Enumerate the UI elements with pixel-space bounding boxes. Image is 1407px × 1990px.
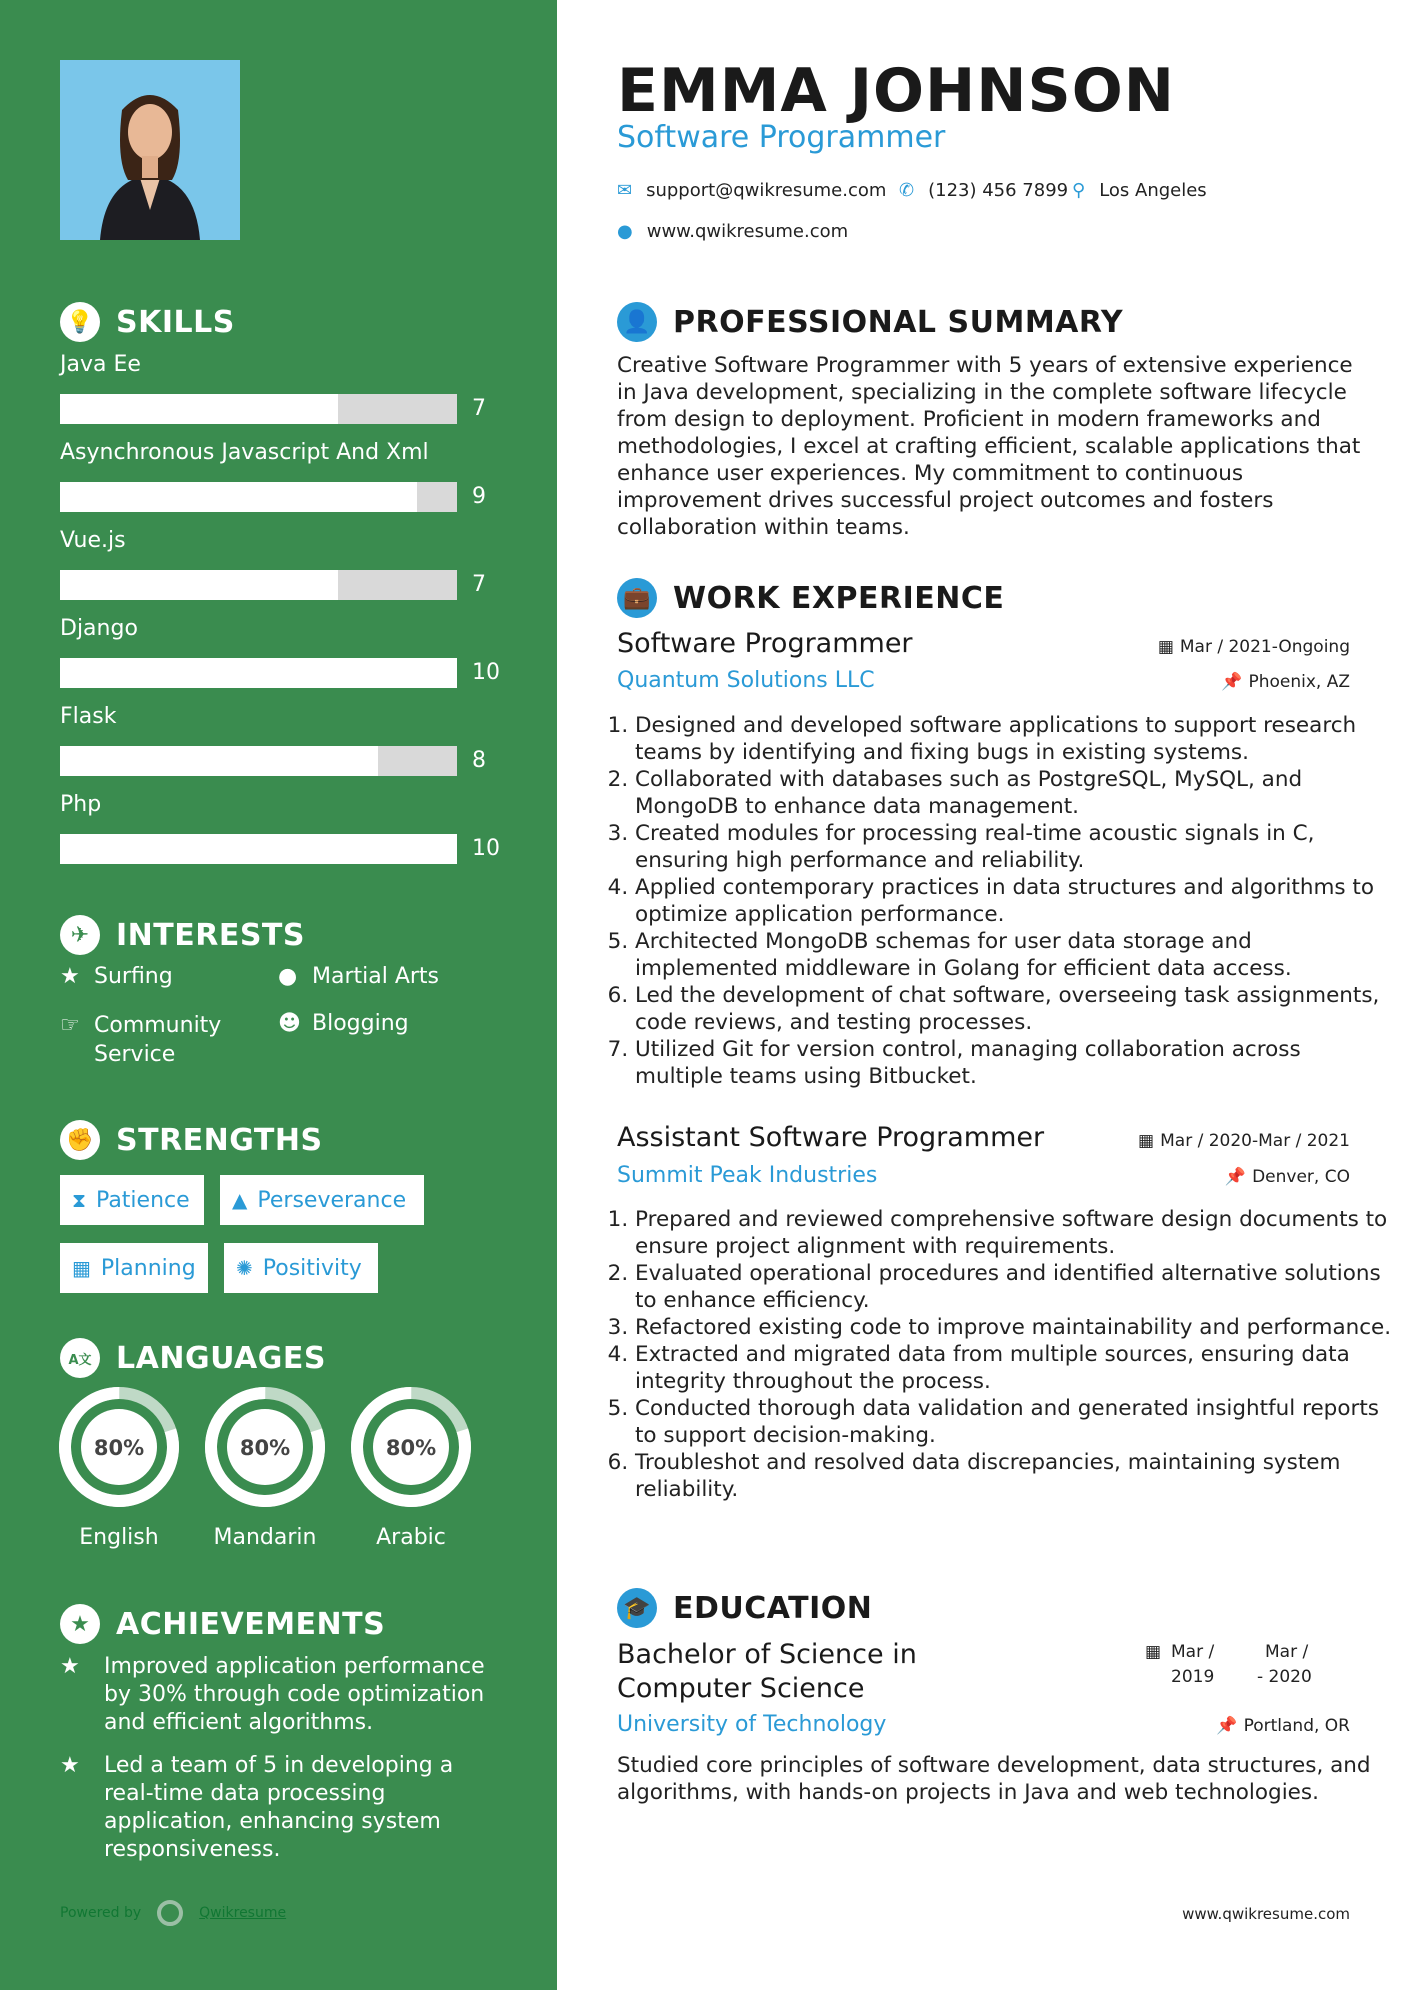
job-dates: ▦ Mar / 2021-Ongoing <box>1157 637 1350 657</box>
skill-item <box>60 440 500 512</box>
skill-name: Php <box>60 792 102 817</box>
language-ring <box>57 1385 181 1509</box>
duty-item: 2. Collaborated with databases such as PostgreSQL, MySQL, and MongoDB to enhance data management. <box>635 766 1395 820</box>
duty-item: 2. Evaluated operational procedures and identified alternative solutions to enhance efficiency. <box>635 1260 1395 1314</box>
skill-level: 7 <box>472 572 486 597</box>
language-item <box>349 1385 473 1550</box>
skill-level: 10 <box>472 660 500 685</box>
lightbulb-icon: 💡 <box>60 302 100 342</box>
skill-name: Vue.js <box>60 528 126 553</box>
language-item <box>57 1385 181 1550</box>
skill-fill <box>60 394 338 424</box>
interest-item: ★ Surfing <box>60 964 173 989</box>
skill-fill <box>60 834 457 864</box>
calendar-icon: ▦ <box>1157 637 1174 657</box>
skills-heading: 💡 SKILLS <box>60 302 235 342</box>
education-start: Mar / 2019 <box>1171 1642 1215 1687</box>
skill-item <box>60 528 500 600</box>
sun-icon: ✺ <box>236 1256 253 1280</box>
job-dates: ▦ Mar / 2020-Mar / 2021 <box>1138 1131 1350 1151</box>
strength-chip: ▦ Planning <box>60 1243 208 1293</box>
job-duties <box>617 712 1395 1090</box>
user-icon: 👤 <box>617 302 657 342</box>
achievements-heading: ★ ACHIEVEMENTS <box>60 1604 385 1644</box>
map-pin-icon: ⚲ <box>1072 180 1086 201</box>
duty-item: 5. Conducted thorough data validation and generated insightful reports to support decision-making. <box>635 1395 1395 1449</box>
skill-level: 9 <box>472 484 486 509</box>
calendar-icon: ▦ <box>1138 1131 1155 1151</box>
job-duties <box>617 1206 1395 1503</box>
strengths-heading: ✊ STRENGTHS <box>60 1120 323 1160</box>
skill-name: Java Ee <box>60 352 141 377</box>
duty-item: 1. Designed and developed software applications to support research teams by identifying and fixing bugs in existing systems. <box>635 712 1395 766</box>
award-star-icon: ★ <box>60 1604 100 1644</box>
job-location: 📌 Denver, CO <box>1224 1167 1350 1187</box>
interest-item: ☻ Blogging <box>278 1011 409 1036</box>
website-contact: ● www.qwikresume.com <box>617 221 849 242</box>
duty-item: 3. Refactored existing code to improve maintainability and performance. <box>635 1314 1395 1341</box>
language-ring <box>203 1385 327 1509</box>
education-heading: 🎓 EDUCATION <box>617 1588 872 1628</box>
skill-item <box>60 792 500 864</box>
pushpin-icon: 📌 <box>1221 672 1243 692</box>
language-ring <box>349 1385 473 1509</box>
globe-icon: ● <box>278 964 298 989</box>
job-location: 📌 Phoenix, AZ <box>1221 672 1350 692</box>
interest-item: ☞ Community Service <box>60 1013 222 1067</box>
candidate-title: Software Programmer <box>617 120 946 155</box>
skill-bar <box>60 482 500 512</box>
main-content <box>557 0 1407 1990</box>
language-percent: 80% <box>239 1436 291 1460</box>
qwikresume-logo <box>157 1900 183 1926</box>
hourglass-icon: ⧗ <box>72 1188 87 1212</box>
globe-icon: ● <box>617 221 633 242</box>
fist-icon: ✊ <box>60 1120 100 1160</box>
pushpin-icon: 📌 <box>1224 1167 1247 1187</box>
duty-item: 3. Created modules for processing real-time acoustic signals in C, ensuring high performance and reliability. <box>635 820 1395 874</box>
graduation-icon: 🎓 <box>617 1588 657 1628</box>
skill-fill <box>60 482 417 512</box>
duty-item: 1. Prepared and reviewed comprehensive software design documents to ensure project alignment with requirements. <box>635 1206 1395 1260</box>
language-name: Arabic <box>376 1525 446 1550</box>
language-percent: 80% <box>385 1436 437 1460</box>
road-icon: ▲ <box>232 1188 248 1212</box>
skill-bar <box>60 570 500 600</box>
duty-item: 4. Applied contemporary practices in data structures and algorithms to optimize application performance. <box>635 874 1395 928</box>
skill-name: Asynchronous Javascript And Xml <box>60 440 429 465</box>
skill-bar <box>60 658 500 688</box>
strength-chip: ⧗ Patience <box>60 1175 204 1225</box>
education-degree: Bachelor of Science in Computer Science <box>617 1639 917 1704</box>
job-company: Summit Peak Industries <box>617 1163 878 1188</box>
skill-fill <box>60 658 457 688</box>
skill-level: 10 <box>472 836 500 861</box>
star-trophy-icon: ★ <box>60 1654 80 1679</box>
skill-item <box>60 352 500 424</box>
pushpin-icon: 📌 <box>1216 1716 1238 1736</box>
envelope-icon: ✉ <box>617 180 633 201</box>
skill-item <box>60 616 500 688</box>
duty-item: 5. Architected MongoDB schemas for user data storage and implemented middleware in Golang for efficient data access. <box>635 928 1395 982</box>
experience-heading: 💼 WORK EXPERIENCE <box>617 578 1004 618</box>
candidate-name: EMMA JOHNSON <box>617 56 1175 126</box>
email-contact: ✉ support@qwikresume.com <box>617 180 887 201</box>
profile-photo <box>60 60 240 240</box>
skill-bar <box>60 394 500 424</box>
handshake-icon: ☞ <box>60 1013 80 1038</box>
language-icon: A文 <box>60 1338 100 1378</box>
interests-heading: ✈ INTERESTS <box>60 915 305 955</box>
calendar-icon: ▦ <box>72 1256 91 1280</box>
education-description: Studied core principles of software development, data structures, and algorithms, with hands-on projects in Java and web technologies. <box>617 1753 1371 1805</box>
skill-bar <box>60 834 500 864</box>
calendar-icon: ▦ <box>1145 1642 1162 1662</box>
achievement-item: ★ Led a team of 5 in developing a real-time data processing application, enhancing system responsiveness. <box>60 1753 454 1862</box>
star-trophy-icon: ★ <box>60 1753 80 1778</box>
location-contact: ⚲ Los Angeles <box>1072 180 1207 201</box>
duty-item: 6. Led the development of chat software, overseeing task assignments, code reviews, and testing processes. <box>635 982 1395 1036</box>
duty-item: 6. Troubleshot and resolved data discrepancies, maintaining system reliability. <box>635 1449 1395 1503</box>
duty-item: 7. Utilized Git for version control, managing collaboration across multiple teams using Bitbucket. <box>635 1036 1395 1090</box>
job-role: Software Programmer <box>617 628 913 659</box>
skill-item <box>60 704 500 776</box>
achievement-item: ★ Improved application performance by 30% through code optimization and efficient algorithms. <box>60 1654 485 1735</box>
paper-plane-icon: ✈ <box>60 915 100 955</box>
summary-heading: 👤 PROFESSIONAL SUMMARY <box>617 302 1123 342</box>
qwikresume-link[interactable]: Qwikresume <box>199 1905 287 1921</box>
skill-name: Django <box>60 616 138 641</box>
users-icon: ☻ <box>278 1011 301 1036</box>
skill-bar <box>60 746 500 776</box>
powered-by: Powered by Qwikresume <box>60 1900 286 1926</box>
languages-heading: A文 LANGUAGES <box>60 1338 326 1378</box>
phone-icon: ✆ <box>899 180 915 201</box>
footer-website: www.qwikresume.com <box>1182 1905 1350 1923</box>
job-company: Quantum Solutions LLC <box>617 668 875 693</box>
sidebar <box>0 0 557 1990</box>
duty-item: 4. Extracted and migrated data from multiple sources, ensuring data integrity throughout the process. <box>635 1341 1395 1395</box>
interest-item: ● Martial Arts <box>278 964 440 989</box>
strength-chip: ▲ Perseverance <box>220 1175 424 1225</box>
skill-name: Flask <box>60 704 117 729</box>
skill-fill <box>60 746 378 776</box>
job-role: Assistant Software Programmer <box>617 1122 1045 1153</box>
briefcase-icon: 💼 <box>617 578 657 618</box>
phone-contact: ✆ (123) 456 7899 <box>899 180 1069 201</box>
summary-text: Creative Software Programmer with 5 years of extensive experience in Java development, specializing in the complete software lifecycle from design to deployment. Proficient in modern frameworks and methodologies, I excel at crafting efficient, scalable applications that enhance user experiences. My commitment to continuous improvement drives successful project outcomes and fosters collaboration within teams. <box>617 353 1361 540</box>
skill-fill <box>60 570 338 600</box>
skill-level: 7 <box>472 396 486 421</box>
language-name: English <box>79 1525 159 1550</box>
education-location: 📌 Portland, OR <box>1216 1716 1350 1736</box>
language-percent: 80% <box>93 1436 145 1460</box>
skill-level: 8 <box>472 748 486 773</box>
star-icon: ★ <box>60 964 80 989</box>
education-school: University of Technology <box>617 1712 887 1737</box>
education-end: Mar / - 2020 <box>1257 1642 1312 1687</box>
language-name: Mandarin <box>213 1525 317 1550</box>
language-item <box>203 1385 327 1550</box>
strength-chip: ✺ Positivity <box>224 1243 378 1293</box>
